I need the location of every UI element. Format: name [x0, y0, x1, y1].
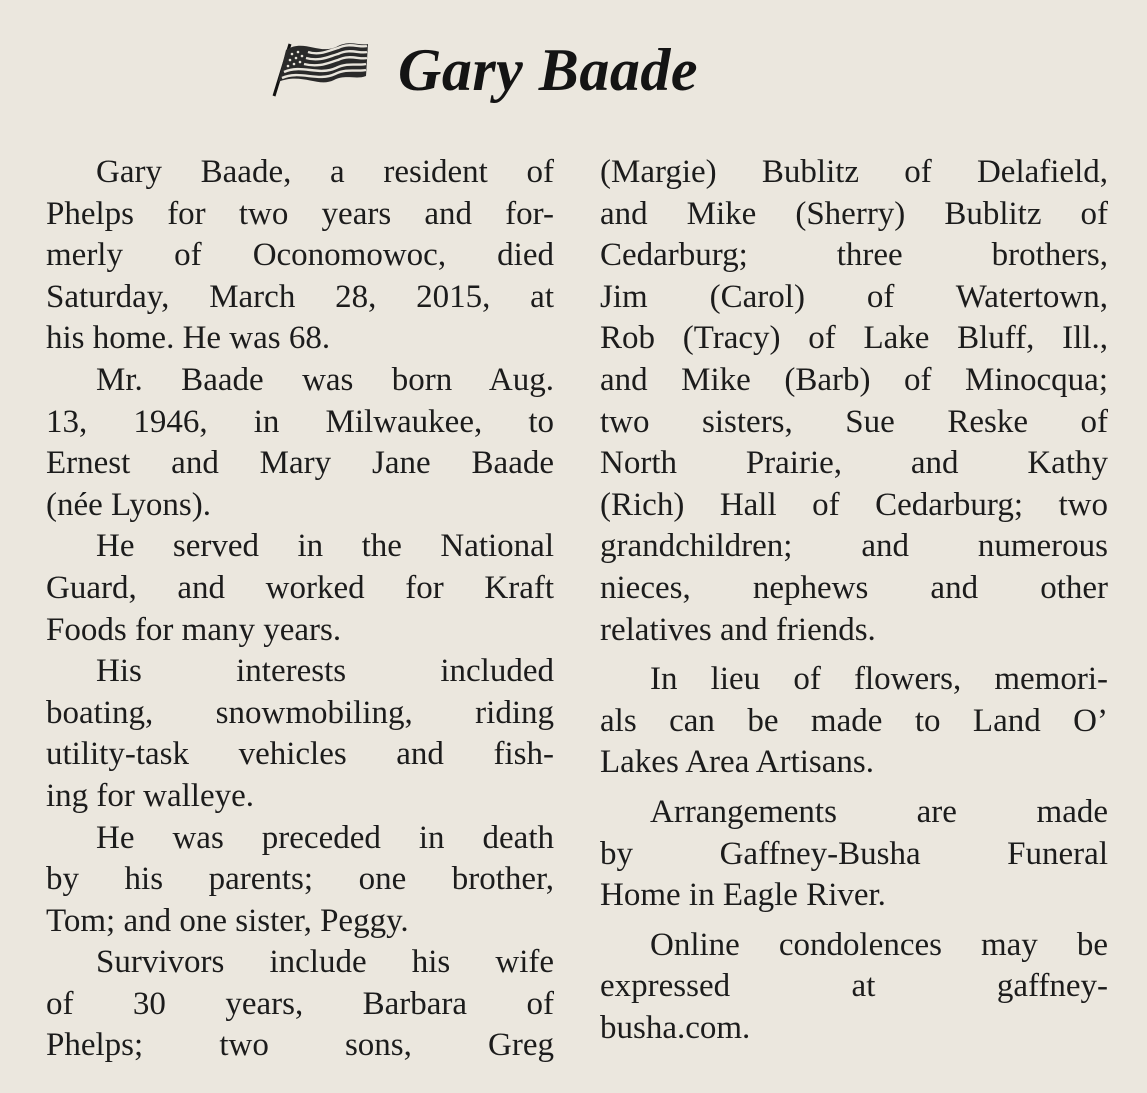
paragraph: [600, 152, 1108, 651]
text-line: Home in Eagle River.: [600, 877, 886, 914]
text-line: Lakes Area Artisans.: [600, 744, 875, 781]
text-line: Phelps; two sons, Greg: [46, 1027, 554, 1064]
text-line: (Rich) Hall of Cedarburg; two: [600, 486, 1108, 523]
text-line: ing for walleye.: [46, 777, 255, 814]
text-line: by Gaffney-Busha Funeral: [600, 835, 1108, 872]
paragraph-gap: [600, 917, 1108, 925]
text-line: Arrangements are made: [650, 793, 1108, 830]
text-line: merly of Oconomowoc, died: [46, 237, 554, 274]
text-line: In lieu of flowers, memori-: [650, 661, 1108, 698]
paragraph: [46, 152, 554, 360]
text-line: relatives and friends.: [600, 611, 876, 648]
text-line: grandchildren; and numerous: [600, 528, 1108, 565]
text-line: Rob (Tracy) of Lake Bluff, Ill.,: [600, 320, 1108, 357]
text-line: Phelps for two years and for-: [46, 195, 554, 232]
text-line: (née Lyons).: [46, 486, 211, 523]
text-line: his home. He was 68.: [46, 320, 331, 357]
text-column-right: [600, 152, 1108, 1049]
text-line: Mr. Baade was born Aug.: [96, 361, 554, 398]
text-line: two sisters, Sue Reske of: [600, 403, 1108, 440]
text-line: Online condolences may be: [650, 926, 1108, 963]
text-line: busha.com.: [600, 1009, 751, 1046]
paragraph: [600, 925, 1108, 1050]
paragraph: [46, 526, 554, 651]
text-line: He served in the National: [96, 528, 554, 565]
text-line: boating, snowmobiling, riding: [46, 694, 554, 731]
text-line: His interests included: [96, 653, 554, 690]
text-line: Cedarburg; three brothers,: [600, 237, 1108, 274]
paragraph-gap: [600, 651, 1108, 659]
paragraph: [46, 942, 554, 1067]
paragraph: [600, 792, 1108, 917]
paragraph: [46, 651, 554, 817]
text-line: He was preceded in death: [96, 819, 554, 856]
text-line: Guard, and worked for Kraft: [46, 569, 554, 606]
text-line: Tom; and one sister, Peggy.: [46, 902, 409, 939]
text-line: utility-task vehicles and fish-: [46, 736, 554, 773]
paragraph-gap: [600, 784, 1108, 792]
american-flag-icon: [268, 36, 372, 100]
paragraph: [46, 818, 554, 943]
paragraph: [46, 360, 554, 526]
text-line: Foods for many years.: [46, 611, 342, 648]
text-column-left: [46, 152, 554, 1067]
paragraph: [600, 659, 1108, 784]
text-line: and Mike (Sherry) Bublitz of: [600, 195, 1108, 232]
text-line: Survivors include his wife: [96, 944, 554, 981]
obituary-name-heading: Gary Baade: [398, 37, 698, 103]
text-line: expressed at gaffney-: [600, 968, 1108, 1005]
text-line: North Prairie, and Kathy: [600, 445, 1108, 482]
text-line: Ernest and Mary Jane Baade: [46, 445, 554, 482]
text-line: Saturday, March 28, 2015, at: [46, 278, 554, 315]
text-line: (Margie) Bublitz of Delafield,: [600, 154, 1108, 190]
obituary-header: [0, 30, 1147, 110]
text-line: Gary Baade, a resident of: [96, 154, 554, 190]
text-line: of 30 years, Barbara of: [46, 985, 554, 1022]
text-line: by his parents; one brother,: [46, 861, 554, 898]
text-line: als can be made to Land O’: [600, 702, 1108, 739]
text-line: and Mike (Barb) of Minocqua;: [600, 361, 1108, 398]
text-line: 13, 1946, in Milwaukee, to: [46, 403, 554, 440]
text-line: nieces, nephews and other: [600, 569, 1108, 606]
text-line: Jim (Carol) of Watertown,: [600, 278, 1108, 315]
